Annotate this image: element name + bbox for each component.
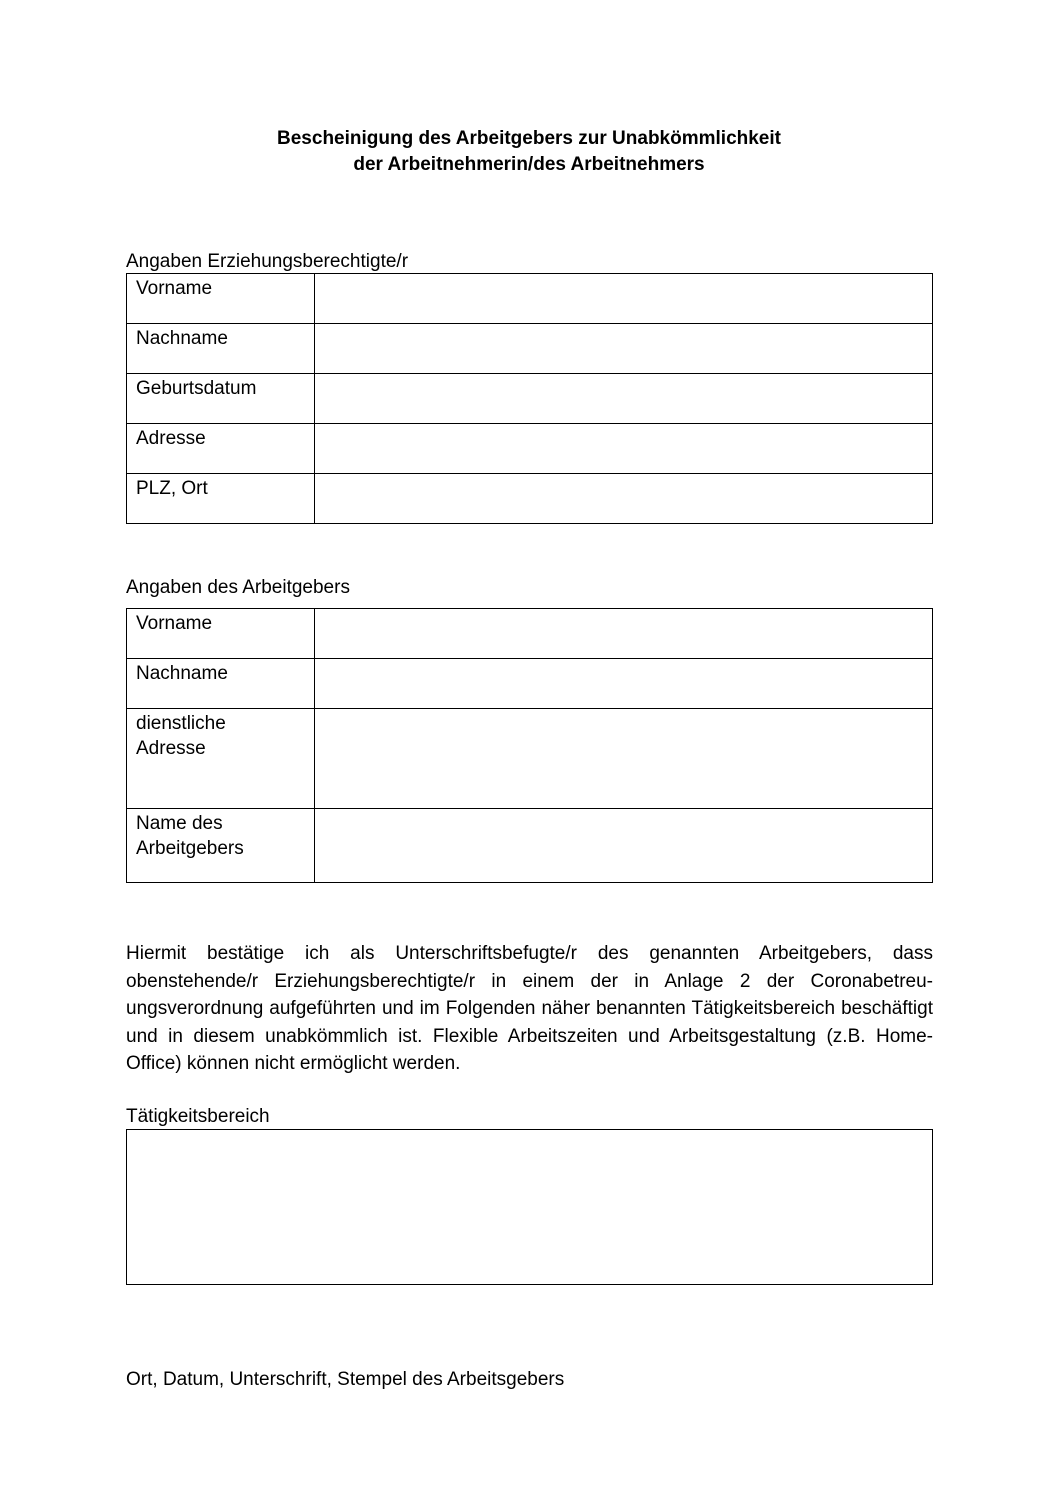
employer-table <box>126 608 933 883</box>
employer-row-vorname <box>127 609 933 659</box>
employer-name-field[interactable] <box>315 809 933 883</box>
document-title <box>0 126 1058 178</box>
activity-section-heading: Tätigkeitsbereich <box>126 1106 270 1127</box>
employer-vorname-label: Vorname <box>127 609 315 659</box>
employer-nachname-field[interactable] <box>315 659 933 709</box>
employer-section-heading: Angaben des Arbeitgebers <box>126 577 350 598</box>
employer-name-label: Name des Arbeitgebers <box>127 809 315 883</box>
employer-adresse-field[interactable] <box>315 709 933 809</box>
title-line-2: der Arbeitnehmerin/des Arbeitnehmers <box>353 154 705 175</box>
guardian-row-plz-ort <box>127 474 933 524</box>
guardian-section-heading: Angaben Erziehungsberechtigte/r <box>126 251 409 272</box>
guardian-row-nachname <box>127 324 933 374</box>
employer-vorname-field[interactable] <box>315 609 933 659</box>
guardian-vorname-field[interactable] <box>315 274 933 324</box>
guardian-row-adresse <box>127 424 933 474</box>
guardian-adresse-label: Adresse <box>127 424 315 474</box>
employer-adresse-label: dienstliche Adresse <box>127 709 315 809</box>
title-line-1: Bescheinigung des Arbeitgebers zur Unabkömmlichkeit <box>277 128 781 149</box>
guardian-vorname-label: Vorname <box>127 274 315 324</box>
guardian-geburtsdatum-field[interactable] <box>315 374 933 424</box>
confirmation-paragraph: Hiermit bestätige ich als Unterschriftsbefugte/r des genannten Arbeitgebers, dass obenstehende/r Erziehungsberechtigte/r in einem der in Anlage 2 der Coronabetreuungsverordnung aufgeführten und im Folgenden näher benannten Tätigkeitsbereich beschäftigt und in diesem unabkömmlich ist. Flexible Arbeitszeiten und Arbeitsgestaltung (z.B. Home-Office) können nicht ermöglicht werden. <box>126 943 933 1074</box>
employer-row-dienstliche-adresse <box>127 709 933 809</box>
guardian-nachname-field[interactable] <box>315 324 933 374</box>
activity-field[interactable] <box>126 1129 933 1285</box>
guardian-row-geburtsdatum <box>127 374 933 424</box>
employer-row-nachname <box>127 659 933 709</box>
guardian-adresse-field[interactable] <box>315 424 933 474</box>
employer-nachname-label: Nachname <box>127 659 315 709</box>
guardian-row-vorname <box>127 274 933 324</box>
guardian-plz-ort-label: PLZ, Ort <box>127 474 315 524</box>
employer-row-name <box>127 809 933 883</box>
guardian-table <box>126 273 933 524</box>
guardian-plz-ort-field[interactable] <box>315 474 933 524</box>
guardian-geburtsdatum-label: Geburtsdatum <box>127 374 315 424</box>
signature-line: Ort, Datum, Unterschrift, Stempel des Arbeitsgebers <box>126 1369 565 1390</box>
guardian-nachname-label: Nachname <box>127 324 315 374</box>
